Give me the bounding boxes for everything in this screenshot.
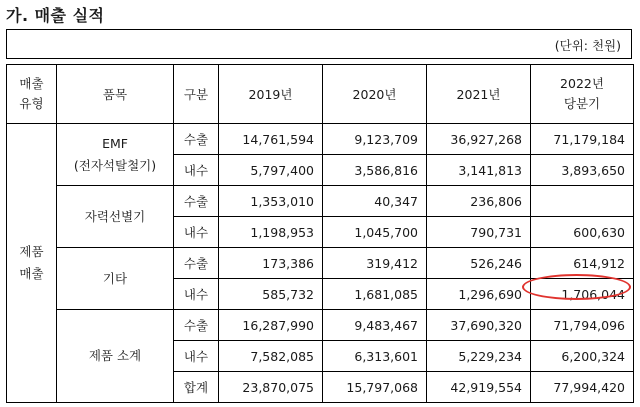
unit-box xyxy=(6,29,632,59)
category-cell: 내수 xyxy=(174,341,219,372)
header-sales-type: 매출 유형 xyxy=(7,65,57,124)
value-cell: 71,179,184 xyxy=(531,124,634,155)
category-cell: 수출 xyxy=(174,186,219,217)
value-cell: 1,296,690 xyxy=(427,279,531,310)
value-cell: 5,797,400 xyxy=(219,155,323,186)
unit-label: (단위: 천원) xyxy=(554,38,621,53)
value-cell: 3,141,813 xyxy=(427,155,531,186)
value-cell: 600,630 xyxy=(531,217,634,248)
value-cell xyxy=(531,186,634,217)
category-cell: 수출 xyxy=(174,248,219,279)
category-cell: 내수 xyxy=(174,155,219,186)
value-cell: 15,797,068 xyxy=(323,372,427,403)
category-cell: 수출 xyxy=(174,310,219,341)
header-row xyxy=(7,65,634,124)
value-cell: 6,200,324 xyxy=(531,341,634,372)
table-row xyxy=(7,124,634,155)
value-cell: 36,927,268 xyxy=(427,124,531,155)
header-category: 구분 xyxy=(174,65,219,124)
value-cell: 790,731 xyxy=(427,217,531,248)
value-cell: 3,893,650 xyxy=(531,155,634,186)
value-cell: 40,347 xyxy=(323,186,427,217)
section-title: 가. 매출 실적 xyxy=(6,6,105,25)
value-cell: 37,690,320 xyxy=(427,310,531,341)
value-cell: 1,681,085 xyxy=(323,279,427,310)
item-name-cell: 기타 xyxy=(57,248,174,310)
value-cell: 7,582,085 xyxy=(219,341,323,372)
value-cell: 9,123,709 xyxy=(323,124,427,155)
sales-table xyxy=(6,64,634,403)
header-2021: 2021년 xyxy=(427,65,531,124)
item-name-cell: EMF (전자석탈철기) xyxy=(57,124,174,186)
category-cell: 수출 xyxy=(174,124,219,155)
value-cell: 1,045,700 xyxy=(323,217,427,248)
value-cell: 173,386 xyxy=(219,248,323,279)
value-cell: 3,586,816 xyxy=(323,155,427,186)
value-cell: 14,761,594 xyxy=(219,124,323,155)
highlight-circle xyxy=(522,274,631,300)
value-cell: 585,732 xyxy=(219,279,323,310)
category-cell: 합계 xyxy=(174,372,219,403)
header-2022-quarter: 2022년 당분기 xyxy=(531,65,634,124)
table-row xyxy=(7,248,634,279)
value-cell: 1,198,953 xyxy=(219,217,323,248)
value-cell: 23,870,075 xyxy=(219,372,323,403)
header-2020: 2020년 xyxy=(323,65,427,124)
table-row xyxy=(7,310,634,341)
table-row xyxy=(7,186,634,217)
category-cell: 내수 xyxy=(174,279,219,310)
value-cell: 319,412 xyxy=(323,248,427,279)
value-cell: 9,483,467 xyxy=(323,310,427,341)
item-name-cell: 제품 소계 xyxy=(57,310,174,403)
value-cell: 614,912 xyxy=(531,248,634,279)
value-cell: 77,994,420 xyxy=(531,372,634,403)
item-name-cell: 자력선별기 xyxy=(57,186,174,248)
value-cell: 236,806 xyxy=(427,186,531,217)
value-cell: 71,794,096 xyxy=(531,310,634,341)
category-cell: 내수 xyxy=(174,217,219,248)
sales-type-cell: 제품 매출 xyxy=(7,124,57,403)
value-cell: 526,246 xyxy=(427,248,531,279)
value-cell: 1,706,044 xyxy=(531,279,634,310)
header-item: 품목 xyxy=(57,65,174,124)
value-cell: 5,229,234 xyxy=(427,341,531,372)
value-cell: 1,353,010 xyxy=(219,186,323,217)
value-cell: 6,313,601 xyxy=(323,341,427,372)
value-cell: 42,919,554 xyxy=(427,372,531,403)
header-2019: 2019년 xyxy=(219,65,323,124)
value-cell: 16,287,990 xyxy=(219,310,323,341)
